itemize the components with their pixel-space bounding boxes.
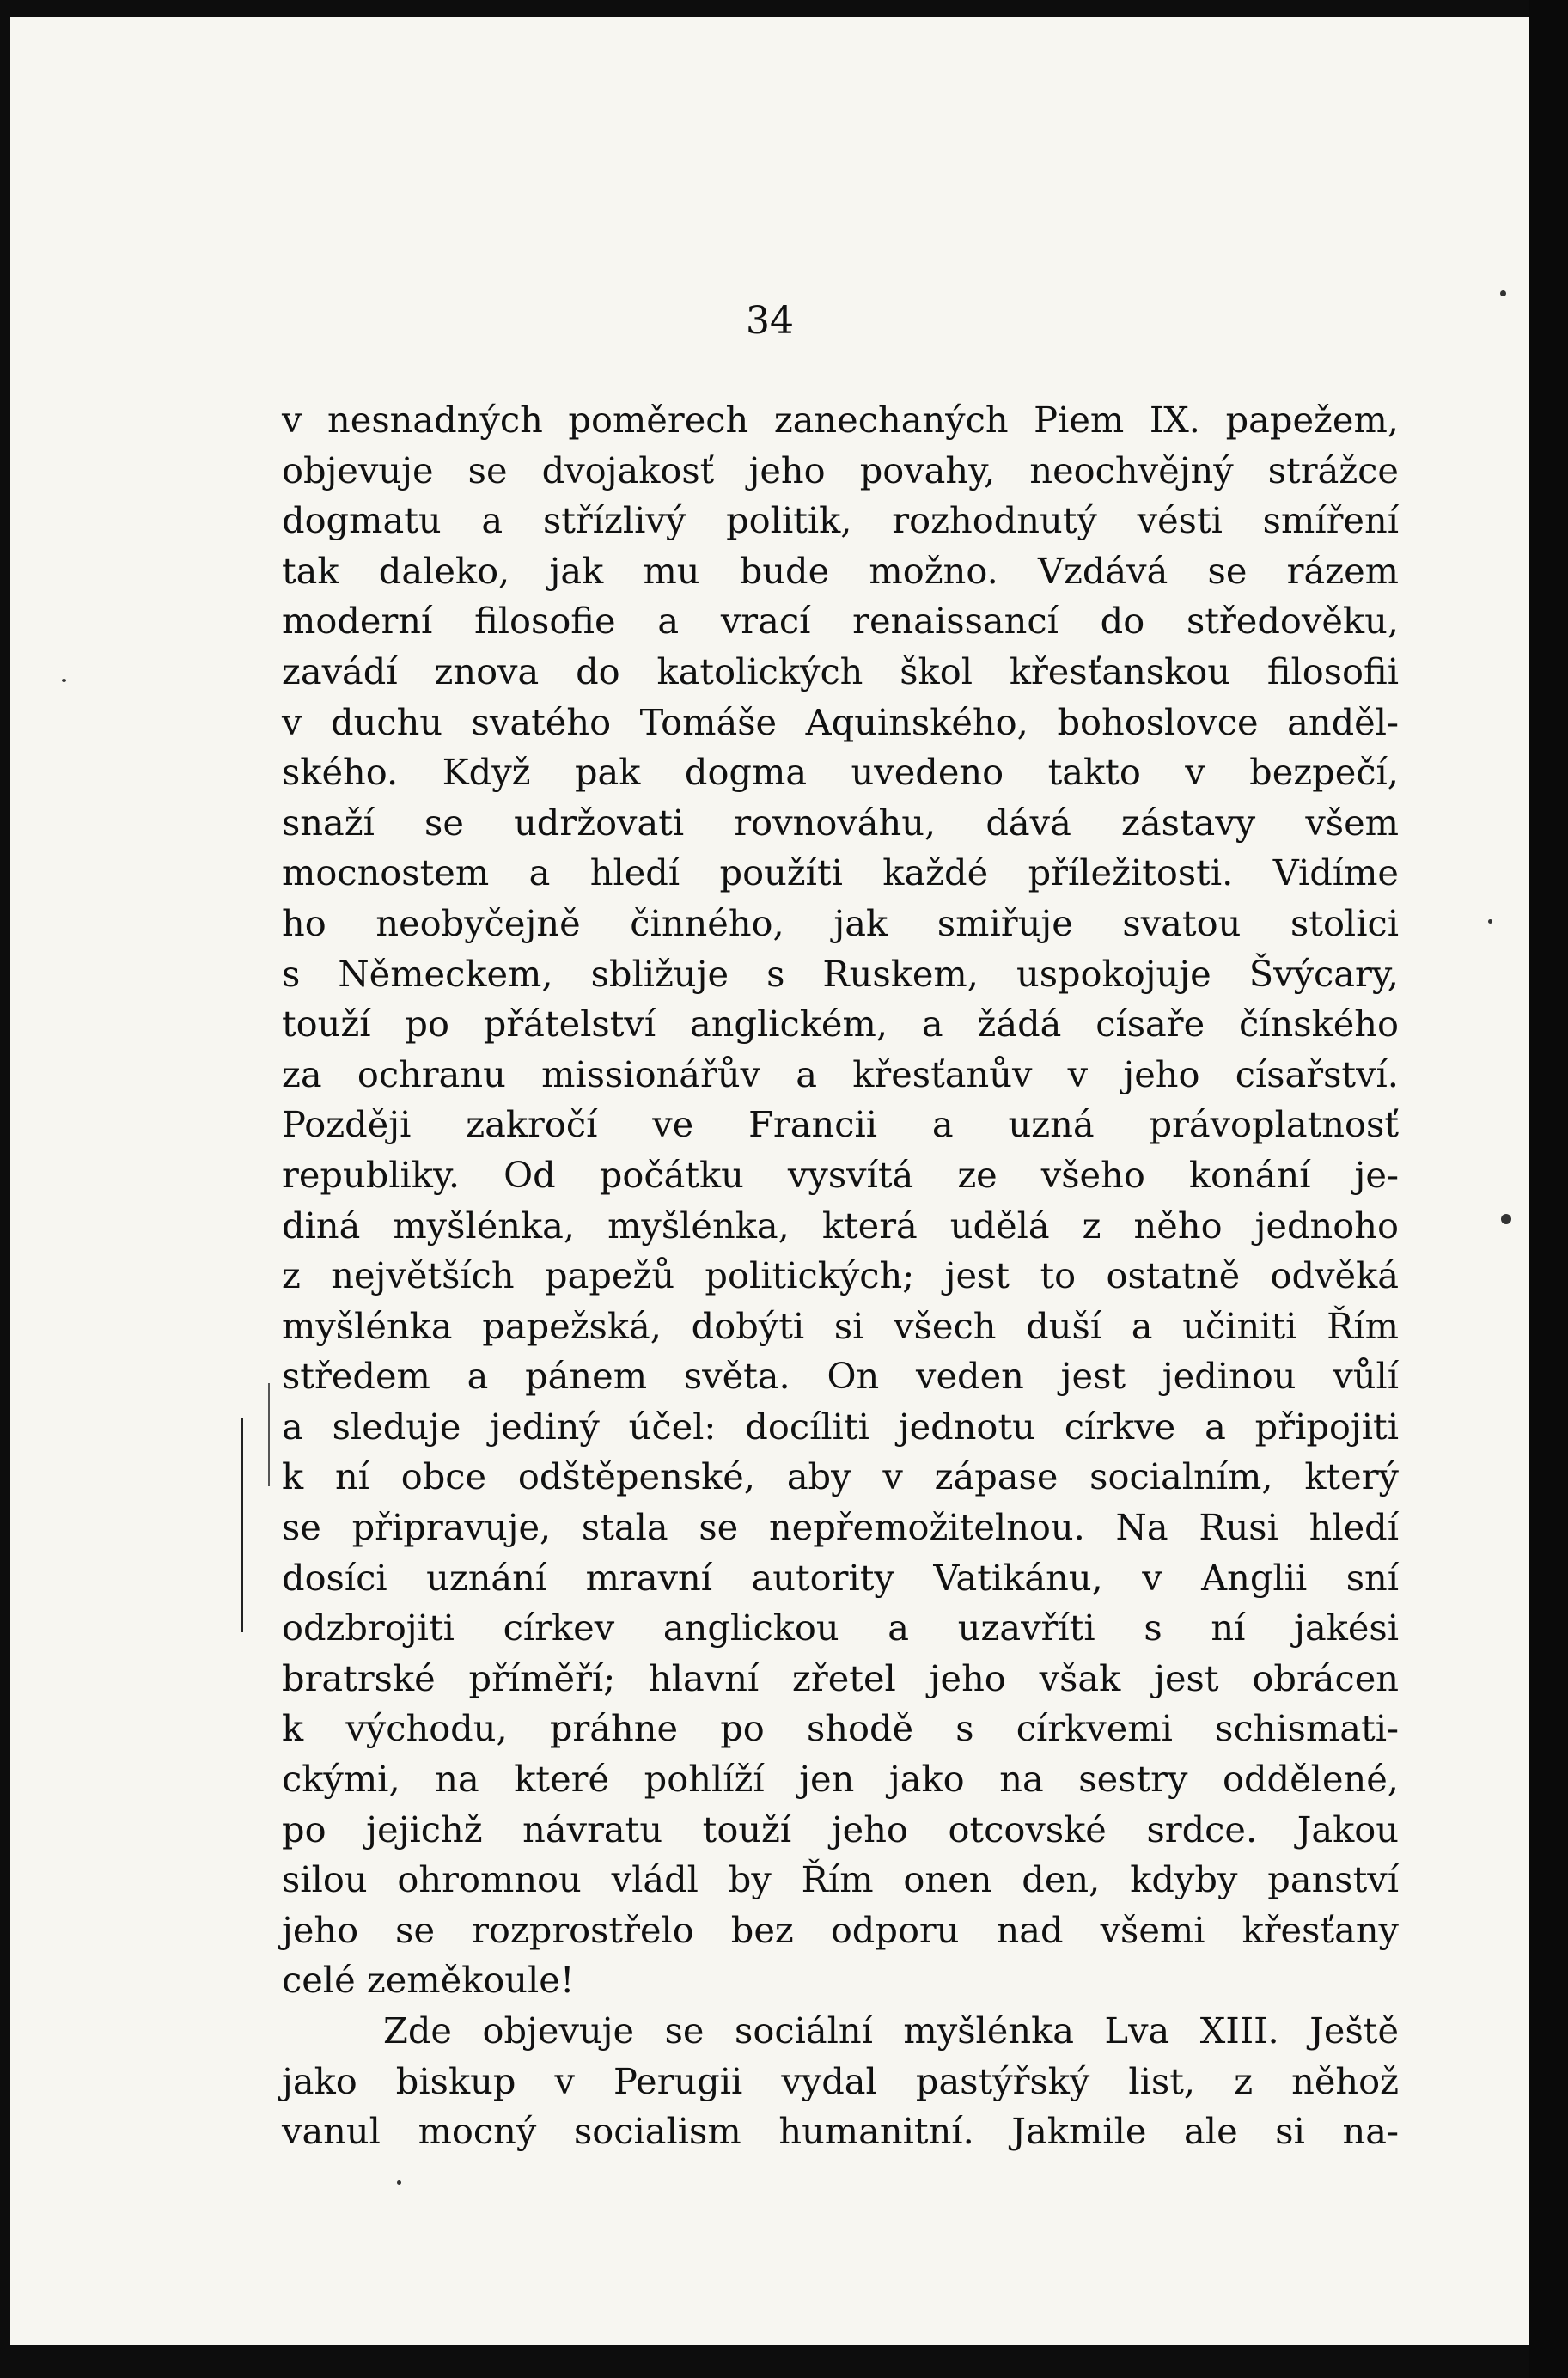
print-speck xyxy=(62,679,66,682)
text-line: silou ohromnou vládl by Řím onen den, kdyby panství xyxy=(282,1858,1399,1901)
text-line: jeho se rozprostřelo bez odporu nad všemi křesťany xyxy=(282,1908,1399,1951)
text-line: republiky. Od počátku vysvítá ze všeho konání je- xyxy=(282,1153,1399,1196)
text-line: za ochranu missionářův a křesťanův v jeho císařství. xyxy=(282,1052,1399,1095)
text-line: dogmatu a střízlivý politik, rozhodnutý vésti smíření xyxy=(282,499,1399,542)
book-page xyxy=(10,17,1529,2345)
text-line: po jejichž návratu touží jeho otcovské srdce. Jakou xyxy=(282,1808,1399,1851)
print-speck xyxy=(1488,919,1492,924)
text-line: odzbrojiti církev anglickou a uzavříti s ní jakési xyxy=(282,1607,1399,1649)
text-line: dosíci uznání mravní autority Vatikánu, v Anglii sní xyxy=(282,1556,1399,1599)
text-line: touží po přátelství anglickém, a žádá císaře čínského xyxy=(282,1003,1399,1046)
text-line: ckými, na které pohlíží jen jako na sestry oddělené, xyxy=(282,1758,1399,1801)
margin-pencil-mark xyxy=(241,1418,243,1632)
text-line: Později zakročí ve Francii a uzná právoplatnosť xyxy=(282,1103,1399,1146)
text-line: jako biskup v Perugii vydal pastýřský list, z něhož xyxy=(282,2059,1399,2102)
text-line: středem a pánem světa. On veden jest jedinou vůlí xyxy=(282,1355,1399,1398)
text-line: objevuje se dvojakosť jeho povahy, neochvějný strážce xyxy=(282,448,1399,491)
text-line: v nesnadných poměrech zanechaných Piem IX. papežem, xyxy=(282,399,1399,441)
page-edge-shadow xyxy=(1529,0,1568,2378)
text-line: diná myšlénka, myšlénka, která udělá z něho jednoho xyxy=(282,1204,1399,1247)
text-line: tak daleko, jak mu bude možno. Vzdává se rázem xyxy=(282,549,1399,592)
margin-pencil-mark xyxy=(268,1383,270,1486)
text-line: celé zeměkoule! xyxy=(282,1959,575,2002)
text-line: k ní obce odštěpenské, aby v zápase socialním, který xyxy=(282,1455,1399,1498)
text-line: se připravuje, stala se nepřemožitelnou. Na Rusi hledí xyxy=(282,1506,1399,1549)
text-line: ho neobyčejně činného, jak smiřuje svatou stolici xyxy=(282,901,1399,944)
print-speck xyxy=(397,2180,401,2185)
text-line: ského. Když pak dogma uvedeno takto v bezpečí, xyxy=(282,751,1399,794)
text-line: vanul mocný socialism humanitní. Jakmile ale si na- xyxy=(282,2110,1399,2153)
page-number: 34 xyxy=(746,299,794,343)
text-line: snaží se udržovati rovnováhu, dává zástavy všem xyxy=(282,801,1399,844)
print-speck xyxy=(1500,290,1506,296)
text-line: s Německem, sbližuje s Ruskem, uspokojuje Švýcary, xyxy=(282,952,1399,995)
text-line: a sleduje jediný účel: docíliti jednotu církve a připojiti xyxy=(282,1405,1399,1448)
body-text xyxy=(282,395,1399,2157)
text-line: mocnostem a hledí použíti každé příležitosti. Vidíme xyxy=(282,851,1399,894)
text-line: bratrské příměří; hlavní zřetel jeho však jest obrácen xyxy=(282,1656,1399,1699)
text-line: z největších papežů politických; jest to ostatně odvěká xyxy=(282,1254,1399,1297)
text-line: Zde objevuje se sociální myšlénka Lva XIII. Ještě xyxy=(383,2009,1399,2052)
print-speck xyxy=(1501,1214,1511,1224)
text-line: v duchu svatého Tomáše Aquinského, bohoslovce anděl- xyxy=(282,700,1399,743)
text-line: myšlénka papežská, dobýti si všech duší a učiniti Řím xyxy=(282,1304,1399,1347)
text-line: zavádí znova do katolických škol křesťanskou filosofii xyxy=(282,649,1399,692)
text-line: k východu, práhne po shodě s církvemi schismati- xyxy=(282,1707,1399,1750)
text-line: moderní filosofie a vrací renaissancí do středověku, xyxy=(282,600,1399,643)
